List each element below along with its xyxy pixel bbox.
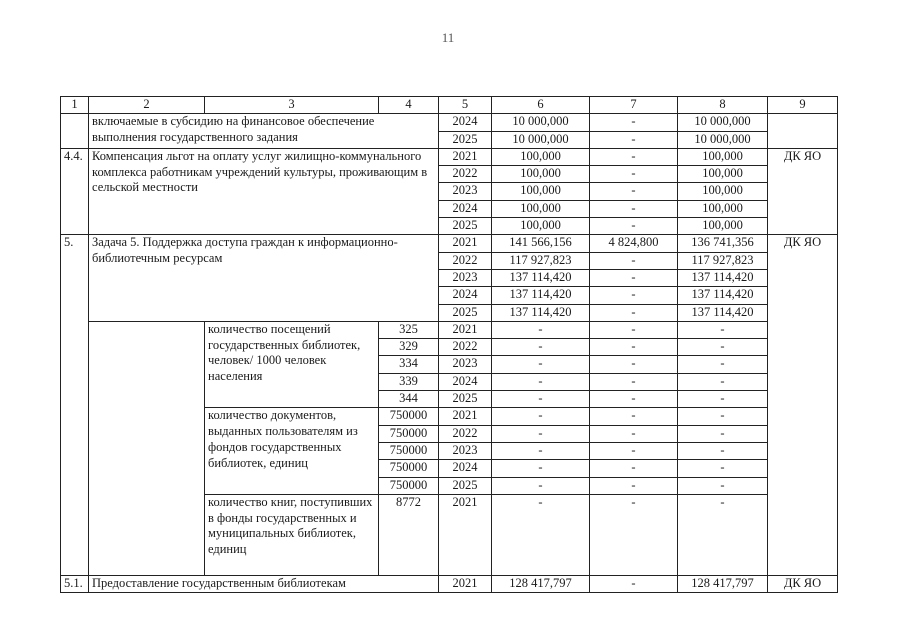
regional-amount-cell: 136 741,356 [678, 235, 768, 252]
year-cell: 2025 [439, 131, 492, 148]
federal-amount-cell: - [590, 131, 678, 148]
item-text: Компенсация льгот на оплату услуг жилищно-коммунального комплекса работникам учреждений культуры, проживающим в сельской местности [89, 148, 439, 234]
table-row [61, 575, 838, 592]
indicator-value: 750000 [379, 408, 439, 425]
header-cell: 7 [590, 97, 678, 114]
indicator-value: 339 [379, 373, 439, 390]
year-cell: 2021 [439, 575, 492, 592]
total-amount-cell: 10 000,000 [492, 131, 590, 148]
header-cell: 9 [768, 97, 838, 114]
program-table [60, 96, 838, 593]
federal-amount-cell: - [590, 148, 678, 165]
regional-amount-cell: - [678, 477, 768, 494]
indicator-value: 8772 [379, 494, 439, 575]
indicator-blank [89, 321, 205, 575]
num-cell [61, 114, 89, 149]
federal-amount-cell: - [590, 183, 678, 200]
federal-amount-cell: - [590, 575, 678, 592]
federal-amount-cell: - [590, 166, 678, 183]
regional-amount-cell: 100,000 [678, 166, 768, 183]
item-number: 4.4. [61, 148, 89, 234]
regional-amount-cell: - [678, 442, 768, 459]
federal-amount-cell: - [590, 425, 678, 442]
year-cell: 2022 [439, 166, 492, 183]
regional-amount-cell: 100,000 [678, 218, 768, 235]
federal-amount-cell: - [590, 442, 678, 459]
year-cell: 2024 [439, 287, 492, 304]
year-cell: 2025 [439, 391, 492, 408]
year-cell: 2024 [439, 373, 492, 390]
regional-amount-cell: 10 000,000 [678, 131, 768, 148]
regional-amount-cell: 10 000,000 [678, 114, 768, 131]
indicator-value: 325 [379, 321, 439, 338]
total-amount-cell: - [492, 425, 590, 442]
federal-amount-cell: - [590, 408, 678, 425]
indicator-value: 750000 [379, 442, 439, 459]
item-text: Предоставление государственным библиотекам [89, 575, 439, 592]
total-amount-cell: 100,000 [492, 218, 590, 235]
year-cell: 2024 [439, 114, 492, 131]
indicator-value: 750000 [379, 425, 439, 442]
regional-amount-cell: - [678, 373, 768, 390]
regional-amount-cell: - [678, 356, 768, 373]
table-row [61, 321, 838, 338]
total-amount-cell: - [492, 356, 590, 373]
regional-amount-cell: 128 417,797 [678, 575, 768, 592]
year-cell: 2024 [439, 200, 492, 217]
total-amount-cell: 137 114,420 [492, 269, 590, 286]
total-amount-cell: 137 114,420 [492, 287, 590, 304]
year-cell: 2025 [439, 304, 492, 321]
federal-amount-cell: - [590, 339, 678, 356]
indicator-value: 344 [379, 391, 439, 408]
total-amount-cell: - [492, 442, 590, 459]
year-cell: 2021 [439, 321, 492, 338]
total-amount-cell: 117 927,823 [492, 252, 590, 269]
page-number: 11 [441, 30, 455, 45]
indicator-name: количество посещений государственных библиотек, человек/ 1000 человек населения [205, 321, 379, 407]
total-amount-cell: 100,000 [492, 200, 590, 217]
federal-amount-cell: - [590, 252, 678, 269]
regional-amount-cell: - [678, 425, 768, 442]
regional-amount-cell: 117 927,823 [678, 252, 768, 269]
total-amount-cell: - [492, 494, 590, 575]
executor-cell: ДК ЯО [768, 235, 838, 575]
year-cell: 2025 [439, 218, 492, 235]
total-amount-cell: 100,000 [492, 183, 590, 200]
year-cell: 2025 [439, 477, 492, 494]
federal-amount-cell: - [590, 321, 678, 338]
item-number: 5.1. [61, 575, 89, 592]
federal-amount-cell: - [590, 356, 678, 373]
total-amount-cell: 128 417,797 [492, 575, 590, 592]
executor-cell: ДК ЯО [768, 148, 838, 234]
year-cell: 2022 [439, 252, 492, 269]
regional-amount-cell: 137 114,420 [678, 287, 768, 304]
year-cell: 2022 [439, 339, 492, 356]
regional-amount-cell: 100,000 [678, 148, 768, 165]
header-cell: 4 [379, 97, 439, 114]
total-amount-cell: - [492, 408, 590, 425]
regional-amount-cell: 100,000 [678, 183, 768, 200]
year-cell: 2023 [439, 269, 492, 286]
indicator-value: 750000 [379, 460, 439, 477]
header-cell: 2 [89, 97, 205, 114]
total-amount-cell: - [492, 339, 590, 356]
total-amount-cell: 10 000,000 [492, 114, 590, 131]
year-cell: 2024 [439, 460, 492, 477]
item-number: 5. [61, 235, 89, 575]
federal-amount-cell: - [590, 477, 678, 494]
federal-amount-cell: - [590, 494, 678, 575]
regional-amount-cell: - [678, 321, 768, 338]
year-cell: 2021 [439, 408, 492, 425]
header-row [61, 97, 838, 114]
regional-amount-cell: - [678, 391, 768, 408]
indicator-value: 334 [379, 356, 439, 373]
federal-amount-cell: - [590, 373, 678, 390]
table-row [61, 235, 838, 252]
year-cell: 2023 [439, 183, 492, 200]
header-cell: 6 [492, 97, 590, 114]
federal-amount-cell: - [590, 304, 678, 321]
total-amount-cell: - [492, 321, 590, 338]
year-cell: 2023 [439, 356, 492, 373]
total-amount-cell: - [492, 391, 590, 408]
year-cell: 2023 [439, 442, 492, 459]
table-row [61, 114, 838, 131]
total-amount-cell: 141 566,156 [492, 235, 590, 252]
federal-amount-cell: - [590, 218, 678, 235]
header-cell: 3 [205, 97, 379, 114]
executor-cell: ДК ЯО [768, 575, 838, 592]
table-row [61, 148, 838, 165]
header-cell: 1 [61, 97, 89, 114]
total-amount-cell: - [492, 477, 590, 494]
federal-amount-cell: 4 824,800 [590, 235, 678, 252]
regional-amount-cell: - [678, 460, 768, 477]
indicator-name: количество документов, выданных пользователям из фондов государственных библиотек, единиц [205, 408, 379, 494]
regional-amount-cell: - [678, 339, 768, 356]
year-cell: 2021 [439, 235, 492, 252]
federal-amount-cell: - [590, 391, 678, 408]
federal-amount-cell: - [590, 287, 678, 304]
regional-amount-cell: - [678, 494, 768, 575]
regional-amount-cell: - [678, 408, 768, 425]
table-body [61, 97, 838, 593]
total-amount-cell: - [492, 460, 590, 477]
total-amount-cell: 137 114,420 [492, 304, 590, 321]
header-cell: 8 [678, 97, 768, 114]
federal-amount-cell: - [590, 200, 678, 217]
header-cell: 5 [439, 97, 492, 114]
total-amount-cell: 100,000 [492, 148, 590, 165]
item-text: включаемые в субсидию на финансовое обеспечение выполнения государственного задания [89, 114, 439, 149]
federal-amount-cell: - [590, 269, 678, 286]
federal-amount-cell: - [590, 114, 678, 131]
executor-cell [768, 114, 838, 149]
indicator-value: 329 [379, 339, 439, 356]
federal-amount-cell: - [590, 460, 678, 477]
regional-amount-cell: 137 114,420 [678, 269, 768, 286]
item-text: Задача 5. Поддержка доступа граждан к информационно-библиотечным ресурсам [89, 235, 439, 321]
indicator-name: количество книг, поступивших в фонды государственных и муниципальных библиотек, единиц [205, 494, 379, 575]
year-cell: 2021 [439, 148, 492, 165]
total-amount-cell: 100,000 [492, 166, 590, 183]
year-cell: 2021 [439, 494, 492, 575]
indicator-value: 750000 [379, 477, 439, 494]
regional-amount-cell: 137 114,420 [678, 304, 768, 321]
regional-amount-cell: 100,000 [678, 200, 768, 217]
year-cell: 2022 [439, 425, 492, 442]
total-amount-cell: - [492, 373, 590, 390]
